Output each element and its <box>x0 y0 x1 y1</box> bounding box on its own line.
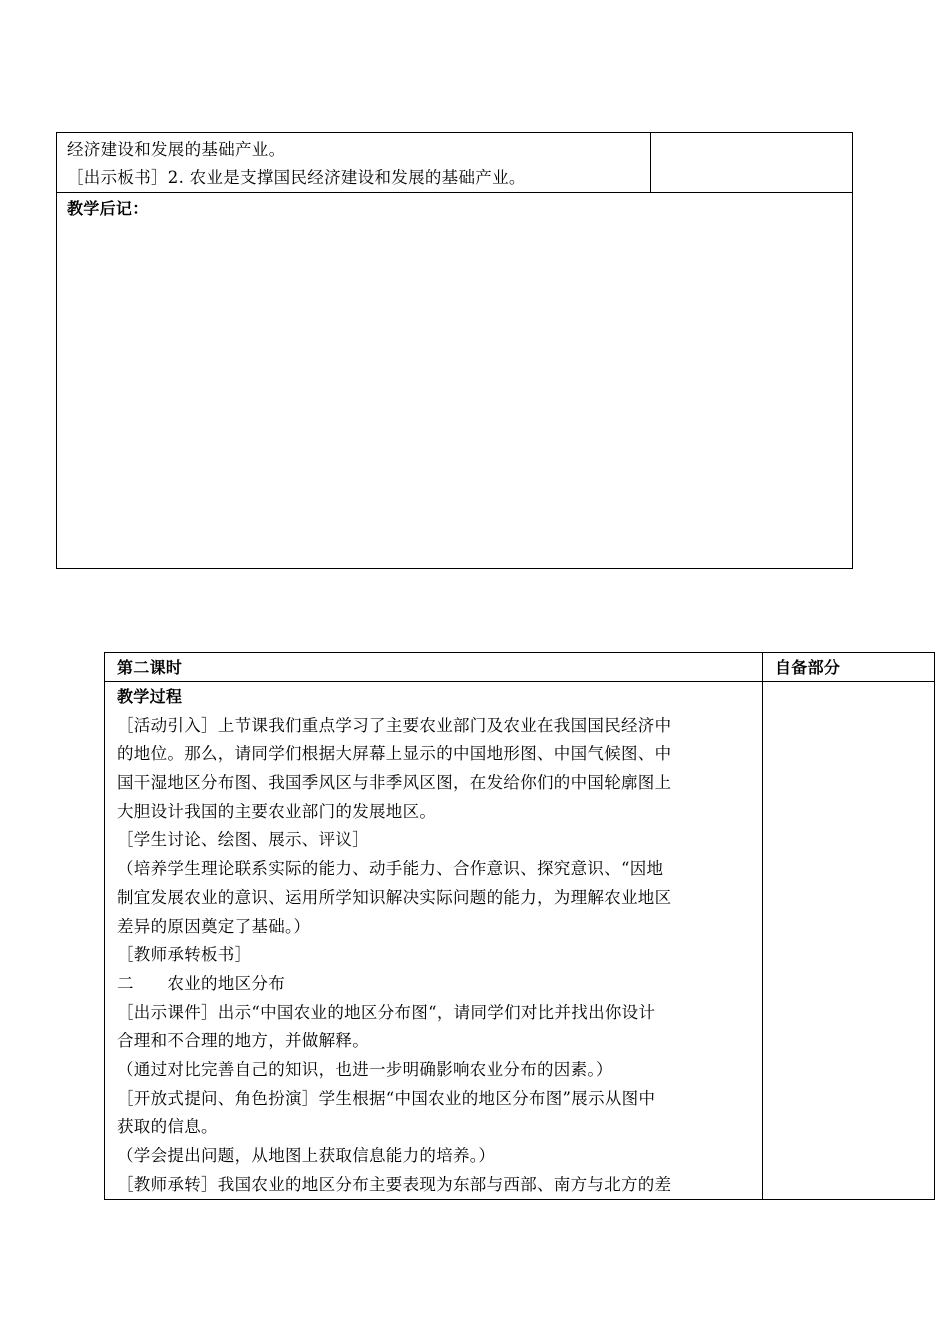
text-line: ［活动引入］上节课我们重点学习了主要农业部门及农业在我国国民经济中 <box>117 715 672 735</box>
lesson-table-1 <box>56 132 853 569</box>
text-line: ［出示板书］2. 农业是支撑国民经济建设和发展的基础产业。 <box>67 168 526 187</box>
text-line: （通过对比完善自己的知识，也进一步明确影响农业分布的因素。） <box>117 1059 613 1079</box>
teaching-process-cell <box>105 682 763 1200</box>
teaching-reflection-cell <box>57 193 853 569</box>
text-line: （学会提出问题，从地图上获取信息能力的培养。） <box>117 1146 496 1165</box>
text-line: ［教师承转板书］ <box>117 945 252 965</box>
text-line: 国干湿地区分布图、我国季风区与非季风区图，在发给你们的中国轮廓图上 <box>117 773 672 793</box>
self-prep-header: 自备部分 <box>775 658 841 677</box>
text-line: 二 农业的地区分布 <box>117 973 285 993</box>
lesson-table-2 <box>104 652 935 1200</box>
lesson-title-cell <box>105 653 763 682</box>
self-prep-header-cell <box>763 653 935 682</box>
text-line: ［教师承转］我国农业的地区分布主要表现为东部与西部、南方与北方的差 <box>117 1174 672 1194</box>
text-line: 获取的信息。 <box>117 1117 218 1137</box>
text-line: 差异的原因奠定了基础。） <box>117 916 311 936</box>
teaching-process-heading: 教学过程 <box>117 687 183 706</box>
teaching-reflection-heading: 教学后记： <box>67 199 149 218</box>
text-line: 合理和不合理的地方，并做解释。 <box>117 1031 369 1051</box>
notes-cell <box>651 133 853 193</box>
content-cell <box>57 133 651 193</box>
self-prep-cell <box>763 682 935 1200</box>
text-line: 的地位。那么，请同学们根据大屏幕上显示的中国地形图、中国气候图、中 <box>117 744 672 764</box>
text-line: 经济建设和发展的基础产业。 <box>67 140 286 159</box>
text-line: ［开放式提问、角色扮演］学生根据“中国农业的地区分布图”展示从图中 <box>117 1088 656 1108</box>
text-line: ［学生讨论、绘图、展示、评议］ <box>117 830 369 850</box>
text-line: ［出示课件］出示“中国农业的地区分布图“，请同学们对比并找出你设计 <box>117 1002 656 1022</box>
lesson-title: 第二课时 <box>117 658 183 677</box>
text-line: 制宜发展农业的意识、运用所学知识解决实际问题的能力，为理解农业地区 <box>117 887 672 907</box>
text-line: （培养学生理论联系实际的能力、动手能力、合作意识、探究意识、“因地 <box>117 859 664 879</box>
text-line: 大胆设计我国的主要农业部门的发展地区。 <box>117 801 437 821</box>
